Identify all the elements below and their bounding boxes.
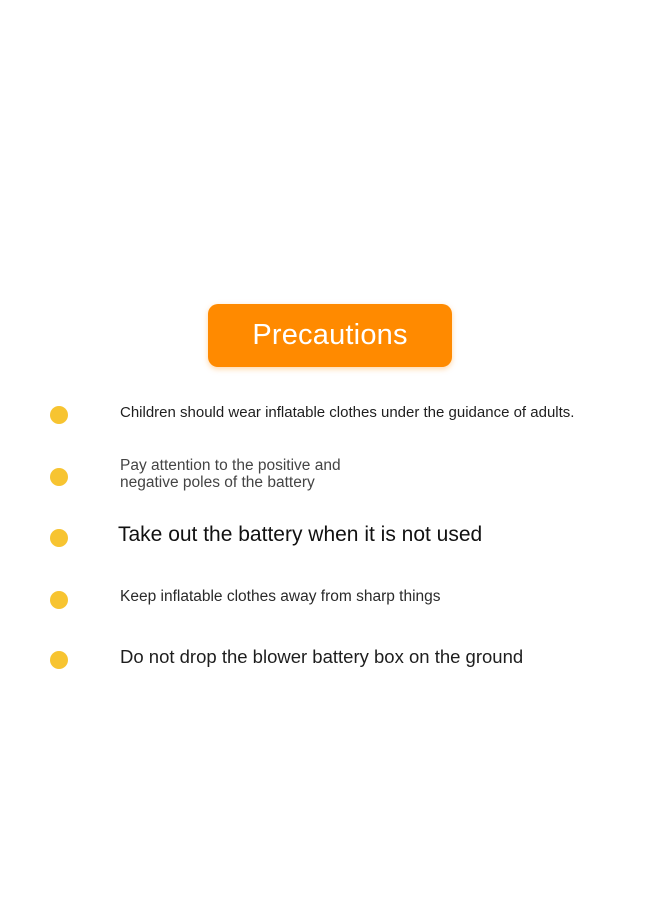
bullet-dot-icon xyxy=(50,591,68,609)
bullet-dot-icon xyxy=(50,651,68,669)
bullet-dot-icon xyxy=(50,406,68,424)
list-item-line: negative poles of the battery xyxy=(120,473,315,491)
list-item-line: Do not drop the blower battery box on the ground xyxy=(120,646,524,667)
list-item-text xyxy=(120,458,341,491)
list-item-text xyxy=(118,524,482,545)
list-item-line: Children should wear inflatable clothes under the guidance of adults. xyxy=(120,404,575,421)
list-item-text xyxy=(120,648,523,667)
list-item-line: Take out the battery when it is not used xyxy=(118,523,483,546)
list-item-line: Pay attention to the positive and xyxy=(120,457,341,474)
bullet-dot-icon xyxy=(50,529,68,547)
page-title: Precautions xyxy=(252,319,408,351)
list-item-line: Keep inflatable clothes away from sharp things xyxy=(120,588,441,605)
bullet-dot-icon xyxy=(50,468,68,486)
list-item-text xyxy=(120,589,441,605)
list-item-text xyxy=(120,405,574,420)
